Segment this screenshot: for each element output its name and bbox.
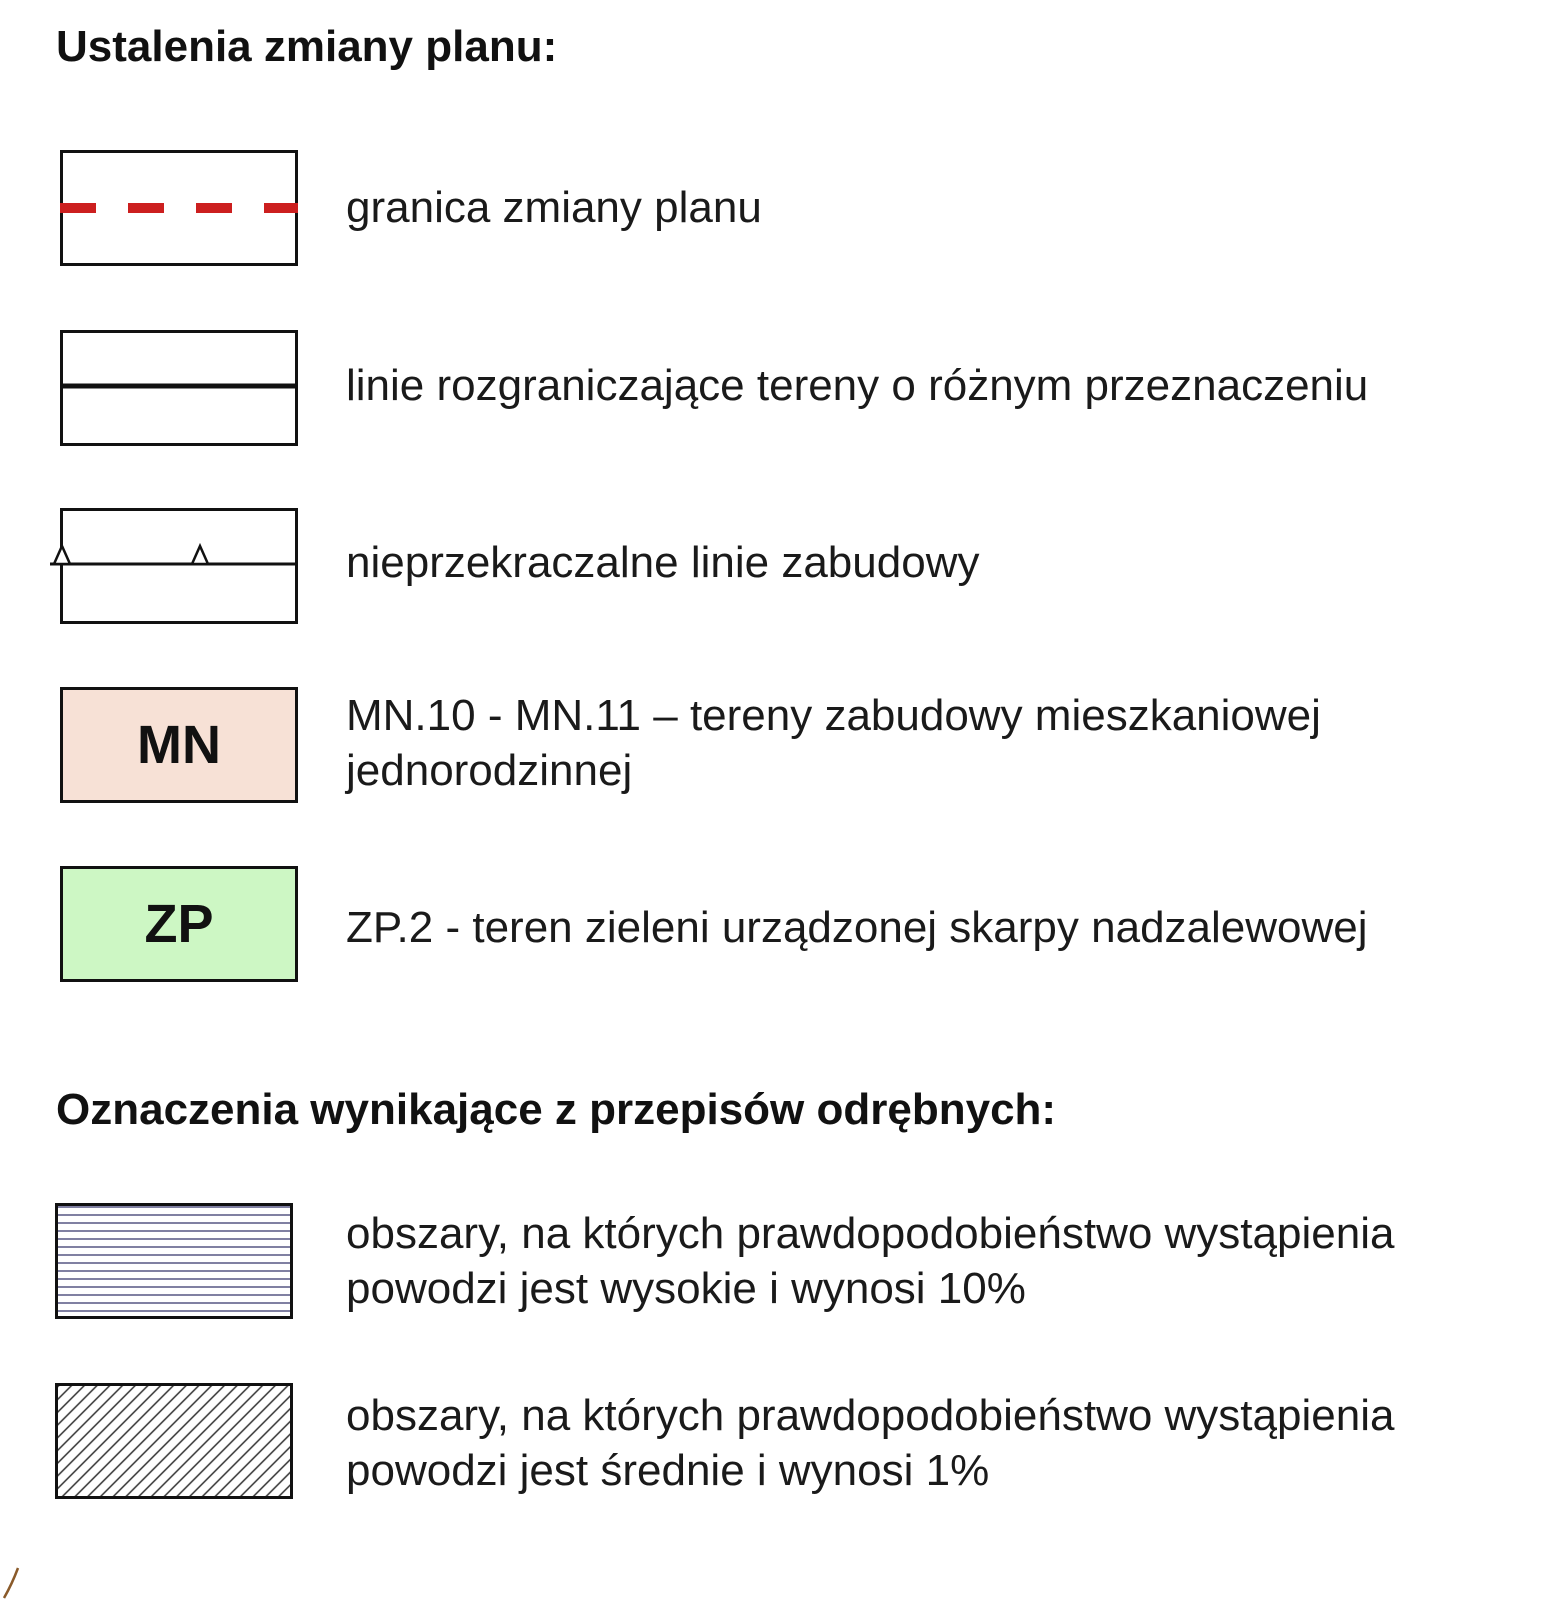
- legend-label: [346, 1206, 1394, 1316]
- legend-label: ZP.2 - teren zieleni urządzonej skarpy nadzalewowej: [346, 903, 1368, 952]
- building-line-symbol: [60, 508, 298, 624]
- residential-fill-symbol: [60, 687, 298, 803]
- horizontal-hatch-symbol: [55, 1203, 293, 1319]
- legend-label: [346, 1388, 1394, 1498]
- legend-label-line: powodzi jest wysokie i wynosi 10%: [346, 1264, 1026, 1313]
- legend-label: linie rozgraniczające tereny o różnym przeznaczeniu: [346, 361, 1369, 410]
- legend-label-line: obszary, na których prawdopodobieństwo wystąpienia: [346, 1391, 1395, 1440]
- zone-code: MN: [137, 715, 221, 775]
- legend-label-line: powodzi jest średnie i wynosi 1%: [346, 1446, 990, 1495]
- legend-label: nieprzekraczalne linie zabudowy: [346, 538, 980, 587]
- zone-code: ZP: [144, 894, 214, 954]
- plan-boundary-symbol: [60, 150, 298, 266]
- corner-stroke-mark: [2, 1566, 22, 1600]
- legend-label-line: MN.10 - MN.11 – tereny zabudowy mieszkaniowej: [346, 691, 1321, 740]
- legend-label-line: obszary, na których prawdopodobieństwo wystąpienia: [346, 1209, 1395, 1258]
- section-title-plan: Ustalenia zmiany planu:: [56, 22, 558, 71]
- legend-label: [346, 688, 1321, 798]
- diagonal-hatch-symbol: [55, 1383, 293, 1499]
- green-area-fill-symbol: [60, 866, 298, 982]
- section-title-regulations: Oznaczenia wynikające z przepisów odrębnych:: [56, 1085, 1057, 1134]
- legend-label-line: jednorodzinnej: [346, 746, 633, 795]
- legend-label: granica zmiany planu: [346, 183, 762, 232]
- dividing-line-symbol: [60, 330, 298, 446]
